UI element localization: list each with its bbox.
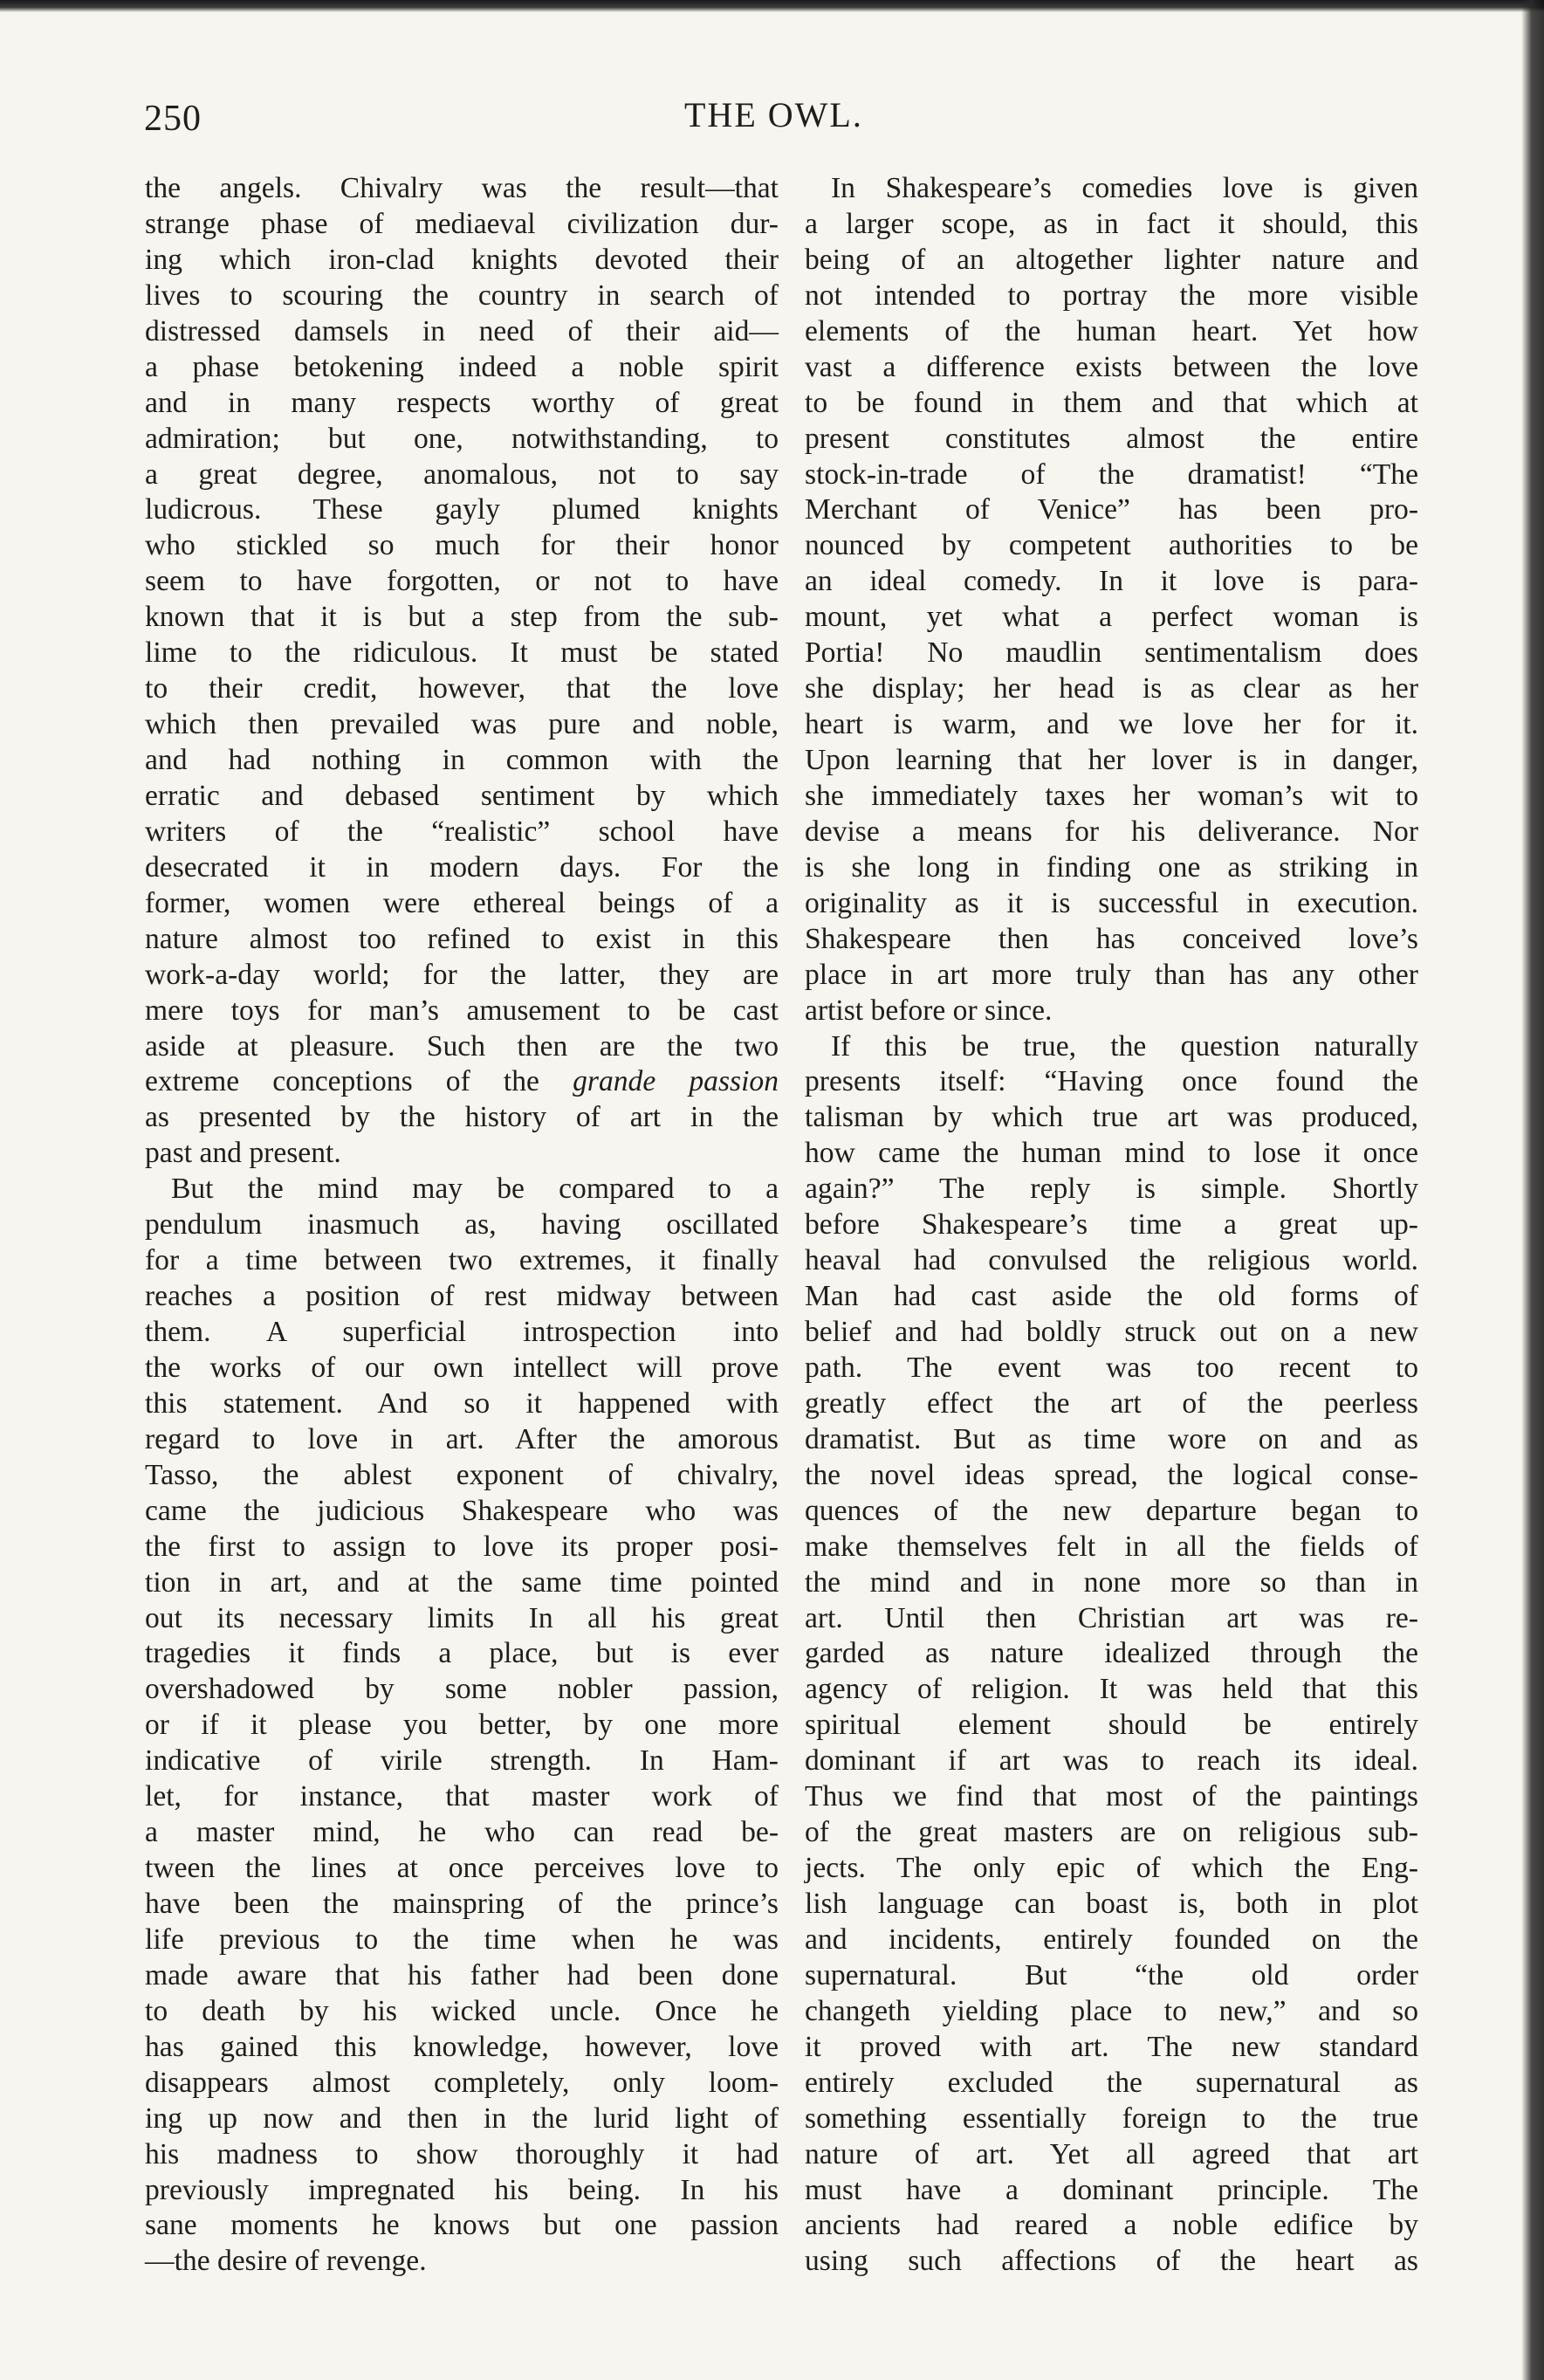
text-line: she display; her head is as clear as her [805, 672, 1418, 705]
text-line: before Shakespeare’s time a great up- [805, 1208, 1418, 1242]
text-line: artist before or since. [805, 994, 1053, 1027]
text-line: disappears almost completely, only loom- [145, 2066, 779, 2099]
text-line: strange phase of mediaeval civilization dur- [145, 207, 779, 240]
text-line: lives to scouring the country in search of [145, 279, 779, 312]
text-line: nounced by competent authorities to be [805, 529, 1418, 562]
text-line: mount, yet what a perfect woman is [805, 601, 1418, 634]
text-line: which then prevailed was pure and noble, [145, 708, 779, 741]
text-line: mere toys for man’s amusement to be cast [145, 994, 779, 1027]
text-line: and had nothing in common with the [145, 744, 779, 776]
text-line: has gained this knowledge, however, love [145, 2030, 779, 2063]
top-border [0, 0, 1544, 12]
text-line: Merchant of Venice” has been pro- [805, 493, 1418, 526]
text-line: the novel ideas spread, the logical conse- [805, 1458, 1418, 1491]
text-line: elements of the human heart. Yet how [805, 314, 1418, 347]
text-line: to be found in them and that which at [805, 386, 1418, 419]
text-line: belief and had boldly struck out on a new [805, 1316, 1418, 1348]
text-line: is she long in finding one as striking in [805, 850, 1418, 884]
text-line: this statement. And so it happened with [145, 1386, 779, 1420]
text-line: talisman by which true art was produced, [805, 1101, 1418, 1134]
text-line: as presented by the history of art in the [145, 1101, 779, 1134]
text-line: a larger scope, as in fact it should, this [805, 207, 1418, 240]
text-line: his madness to show thoroughly it had [145, 2137, 779, 2170]
text-line: an ideal comedy. In it love is para- [805, 565, 1418, 598]
text-line: the first to assign to love its proper posi- [145, 1530, 779, 1563]
text-line: Man had cast aside the old forms of [805, 1280, 1418, 1313]
text-line: ancients had reared a noble edifice by [805, 2209, 1418, 2242]
text-line: former, women were ethereal beings of a [145, 886, 779, 919]
text-line: —the desire of revenge. [145, 2245, 427, 2278]
text-line: again?” The reply is simple. Shortly [805, 1173, 1418, 1206]
text-line: agency of religion. It was held that this [805, 1673, 1418, 1706]
text-line: extreme conceptions of the grande passion [145, 1065, 779, 1098]
text-line: for a time between two extremes, it finally [145, 1244, 779, 1277]
text-line: Tasso, the ablest exponent of chivalry, [145, 1458, 779, 1491]
text-line: spiritual element should be entirely [805, 1709, 1418, 1742]
text-line: lish language can boast is, both in plot [805, 1888, 1418, 1920]
text-line: erratic and debased sentiment by which [145, 779, 779, 812]
text-line: nature of art. Yet all agreed that art [805, 2137, 1418, 2170]
text-line: path. The event was too recent to [805, 1351, 1418, 1384]
text-line: came the judicious Shakespeare who was [145, 1494, 779, 1527]
text-line: tion in art, and at the same time pointed [145, 1565, 779, 1599]
text-line: In Shakespeare’s comedies love is given [831, 172, 1418, 204]
text-line: ing which iron-clad knights devoted their [145, 243, 779, 276]
text-line: life previous to the time when he was [145, 1923, 779, 1956]
text-line: using such affections of the heart as [805, 2245, 1418, 2278]
text-line: lime to the ridiculous. It must be stated [145, 636, 779, 670]
text-line: writers of the “realistic” school have [145, 815, 779, 848]
text-line: aside at pleasure. Such then are the two [145, 1029, 779, 1063]
text-line: and in many respects worthy of great [145, 386, 779, 419]
text-line: desecrated it in modern days. For the [145, 850, 779, 884]
italic-phrase: grande passion [573, 1065, 779, 1098]
running-title: THE OWL. [684, 95, 863, 134]
text-line: a master mind, he who can read be- [145, 1816, 779, 1849]
text-line: originality as it is successful in execution. [805, 886, 1418, 919]
text-line: out its necessary limits In all his great [145, 1601, 779, 1634]
text-line: of the great masters are on religious sub- [805, 1816, 1418, 1849]
text-line: regard to love in art. After the amorous [145, 1422, 779, 1455]
text-line: stock-in-trade of the dramatist! “The [805, 457, 1418, 491]
right-column [805, 171, 1418, 2280]
text-line: Upon learning that her lover is in danger, [805, 744, 1418, 776]
text-line: overshadowed by some nobler passion, [145, 1673, 779, 1706]
page-edge-shadow [1521, 0, 1544, 2380]
text-line: known that it is but a step from the sub- [145, 601, 779, 634]
text-line: dramatist. But as time wore on and as [805, 1422, 1418, 1455]
text-line: jects. The only epic of which the Eng- [805, 1852, 1418, 1885]
text-line: Shakespeare then has conceived love’s [805, 922, 1418, 955]
text-line: seem to have forgotten, or not to have [145, 565, 779, 598]
text-line: Portia! No maudlin sentimentalism does [805, 636, 1418, 670]
text-line: place in art more truly than has any other [805, 958, 1418, 991]
text-line: But the mind may be compared to a [171, 1173, 779, 1206]
text-line: Thus we find that most of the paintings [805, 1780, 1418, 1813]
text-line: indicative of virile strength. In Ham- [145, 1744, 779, 1778]
text-line: make themselves felt in all the fields of [805, 1530, 1418, 1563]
text-line: admiration; but one, notwithstanding, to [145, 422, 779, 455]
text-line: nature almost too refined to exist in this [145, 922, 779, 955]
text-line: greatly effect the art of the peerless [805, 1386, 1418, 1420]
text-line: must have a dominant principle. The [805, 2173, 1418, 2206]
text-line: art. Until then Christian art was re- [805, 1601, 1418, 1634]
text-line: a phase betokening indeed a noble spirit [145, 350, 779, 383]
text-line: present constitutes almost the entire [805, 422, 1418, 455]
text-line: the angels. Chivalry was the result—that [145, 172, 779, 204]
text-line: ludicrous. These gayly plumed knights [145, 493, 779, 526]
text-line: she immediately taxes her woman’s wit to [805, 779, 1418, 812]
page-number: 250 [144, 99, 202, 139]
text-line: work-a-day world; for the latter, they are [145, 958, 779, 991]
text-line: previously impregnated his being. In his [145, 2173, 779, 2206]
text-line: garded as nature idealized through the [805, 1637, 1418, 1670]
text-line: have been the mainspring of the prince’s [145, 1888, 779, 1920]
text-line: heart is warm, and we love her for it. [805, 708, 1418, 741]
text-line: reaches a position of rest midway between [145, 1280, 779, 1313]
text-line: quences of the new departure began to [805, 1494, 1418, 1527]
text-line: let, for instance, that master work of [145, 1780, 779, 1813]
text-line: past and present. [145, 1137, 341, 1170]
text-line: ing up now and then in the lurid light of [145, 2101, 779, 2135]
text-line: dominant if art was to reach its ideal. [805, 1744, 1418, 1778]
text-line: not intended to portray the more visible [805, 279, 1418, 312]
text-line: who stickled so much for their honor [145, 529, 779, 562]
text-line: made aware that his father had been done [145, 1958, 779, 1991]
text-line: sane moments he knows but one passion [145, 2209, 779, 2242]
text-line: supernatural. But “the old order [805, 1958, 1418, 1991]
text-line: distressed damsels in need of their aid— [145, 314, 779, 347]
text-line: vast a difference exists between the love [805, 350, 1418, 383]
text-line: heaval had convulsed the religious world. [805, 1244, 1418, 1277]
text-line: to their credit, however, that the love [145, 672, 779, 705]
text-line: tween the lines at once perceives love to [145, 1852, 779, 1885]
text-line: the mind and in none more so than in [805, 1565, 1418, 1599]
text-line: tragedies it finds a place, but is ever [145, 1637, 779, 1670]
text-line: If this be true, the question naturally [831, 1029, 1418, 1063]
text-line: something essentially foreign to the true [805, 2101, 1418, 2135]
text-line: to death by his wicked uncle. Once he [145, 1994, 779, 2027]
text-line: entirely excluded the supernatural as [805, 2066, 1418, 2099]
text-line: them. A superficial introspection into [145, 1316, 779, 1348]
text-line: changeth yielding place to new,” and so [805, 1994, 1418, 2027]
text-line: how came the human mind to lose it once [805, 1137, 1418, 1170]
text-line: being of an altogether lighter nature and [805, 243, 1418, 276]
text-line: pendulum inasmuch as, having oscillated [145, 1208, 779, 1242]
text-line: the works of our own intellect will prove [145, 1351, 779, 1384]
left-column [145, 171, 779, 2280]
text-line: and incidents, entirely founded on the [805, 1923, 1418, 1956]
text-line: a great degree, anomalous, not to say [145, 457, 779, 491]
page-header [0, 94, 1544, 147]
text-line: presents itself: “Having once found the [805, 1065, 1418, 1098]
text-line: devise a means for his deliverance. Nor [805, 815, 1418, 848]
text-line: or if it please you better, by one more [145, 1709, 779, 1742]
text-line: it proved with art. The new standard [805, 2030, 1418, 2063]
